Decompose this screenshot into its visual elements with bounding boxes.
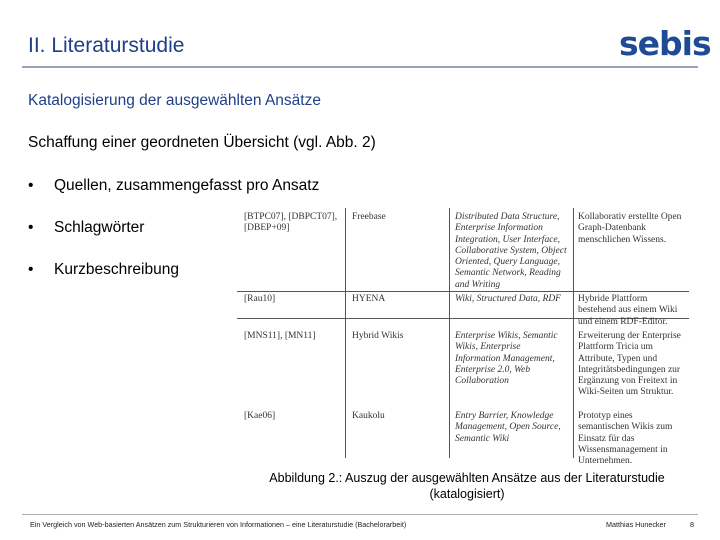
bullet-icon: • xyxy=(28,219,34,236)
table-cell-keywords: Enterprise Wikis, Semantic Wikis, Enterprise Information Management, Enterprise 2.0, Web Collaboration xyxy=(455,331,558,387)
table-cell-sources: [BTPC07], [DBPCT07], [DBEP+09] xyxy=(244,212,338,234)
bullet-icon: • xyxy=(28,177,34,194)
sebis-logo: sebis xyxy=(619,24,711,63)
table-cell-keywords: Wiki, Structured Data, RDF xyxy=(455,294,561,304)
section-subtitle: Katalogisierung der ausgewählten Ansätze xyxy=(28,92,321,109)
bullet-item: • Quellen, zusammengefasst pro Ansatz xyxy=(28,177,320,194)
table-cell-keywords: Entry Barrier, Knowledge Management, Open Source, Semantic Wiki xyxy=(455,411,561,444)
bullet-item: • Schlagwörter xyxy=(28,219,145,236)
lead-text: Schaffung einer geordneten Übersicht (vgl. Abb. 2) xyxy=(28,134,376,151)
bullet-icon: • xyxy=(28,261,34,278)
table-cell-sources: [Rau10] xyxy=(244,294,276,304)
table-cell-sources: [MNS11], [MN11] xyxy=(244,331,316,341)
table-divider xyxy=(237,291,689,292)
table-divider xyxy=(573,208,574,458)
table-divider xyxy=(345,208,346,458)
table-cell-description: Kollaborativ erstellte Open Graph-Datenbank menschlichen Wissens. xyxy=(578,212,682,245)
slide-title: II. Literaturstudie xyxy=(28,34,185,57)
bullet-item: • Kurzbeschreibung xyxy=(28,261,179,278)
footer-title: Ein Vergleich von Web-basierten Ansätzen zum Strukturieren von Informationen – eine Literaturstudie (Bachelorarbeit) xyxy=(30,520,407,529)
footer-author: Matthias Hunecker xyxy=(606,520,666,529)
figure-caption xyxy=(237,470,697,502)
catalog-table-figure xyxy=(237,208,689,467)
page-number: 8 xyxy=(690,520,694,529)
table-cell-name: Freebase xyxy=(352,212,386,222)
table-divider xyxy=(449,208,450,458)
table-cell-name: Hybrid Wikis xyxy=(352,331,404,341)
caption-line: (katalogisiert) xyxy=(429,487,505,501)
table-cell-sources: [Kae06] xyxy=(244,411,276,421)
footer-divider xyxy=(22,514,698,515)
table-cell-description: Prototyp eines semantischen Wikis zum Einsatz für das Wissensmanagement in Unternehmen. xyxy=(578,411,673,467)
caption-line: Abbildung 2.: Auszug der ausgewählten Ansätze aus der Literaturstudie xyxy=(269,471,665,485)
table-cell-description: Hybride Plattform bestehend aus einem Wiki und einem RDF-Editor. xyxy=(578,294,678,327)
table-cell-name: Kaukolu xyxy=(352,411,385,421)
header-divider xyxy=(22,66,698,68)
table-cell-name: HYENA xyxy=(352,294,386,304)
table-cell-keywords: Distributed Data Structure, Enterprise Information Integration, User Interface, Collaborative System, Object Oriented, Query Language, Semantic Network, Reading and Writing xyxy=(455,212,567,290)
table-cell-description: Erweiterung der Enterprise Plattform Tricia um Attribute, Typen und Integritätsbedingungen zur Ergänzung von Freitext in Wiki-Seiten um Struktur. xyxy=(578,331,681,398)
